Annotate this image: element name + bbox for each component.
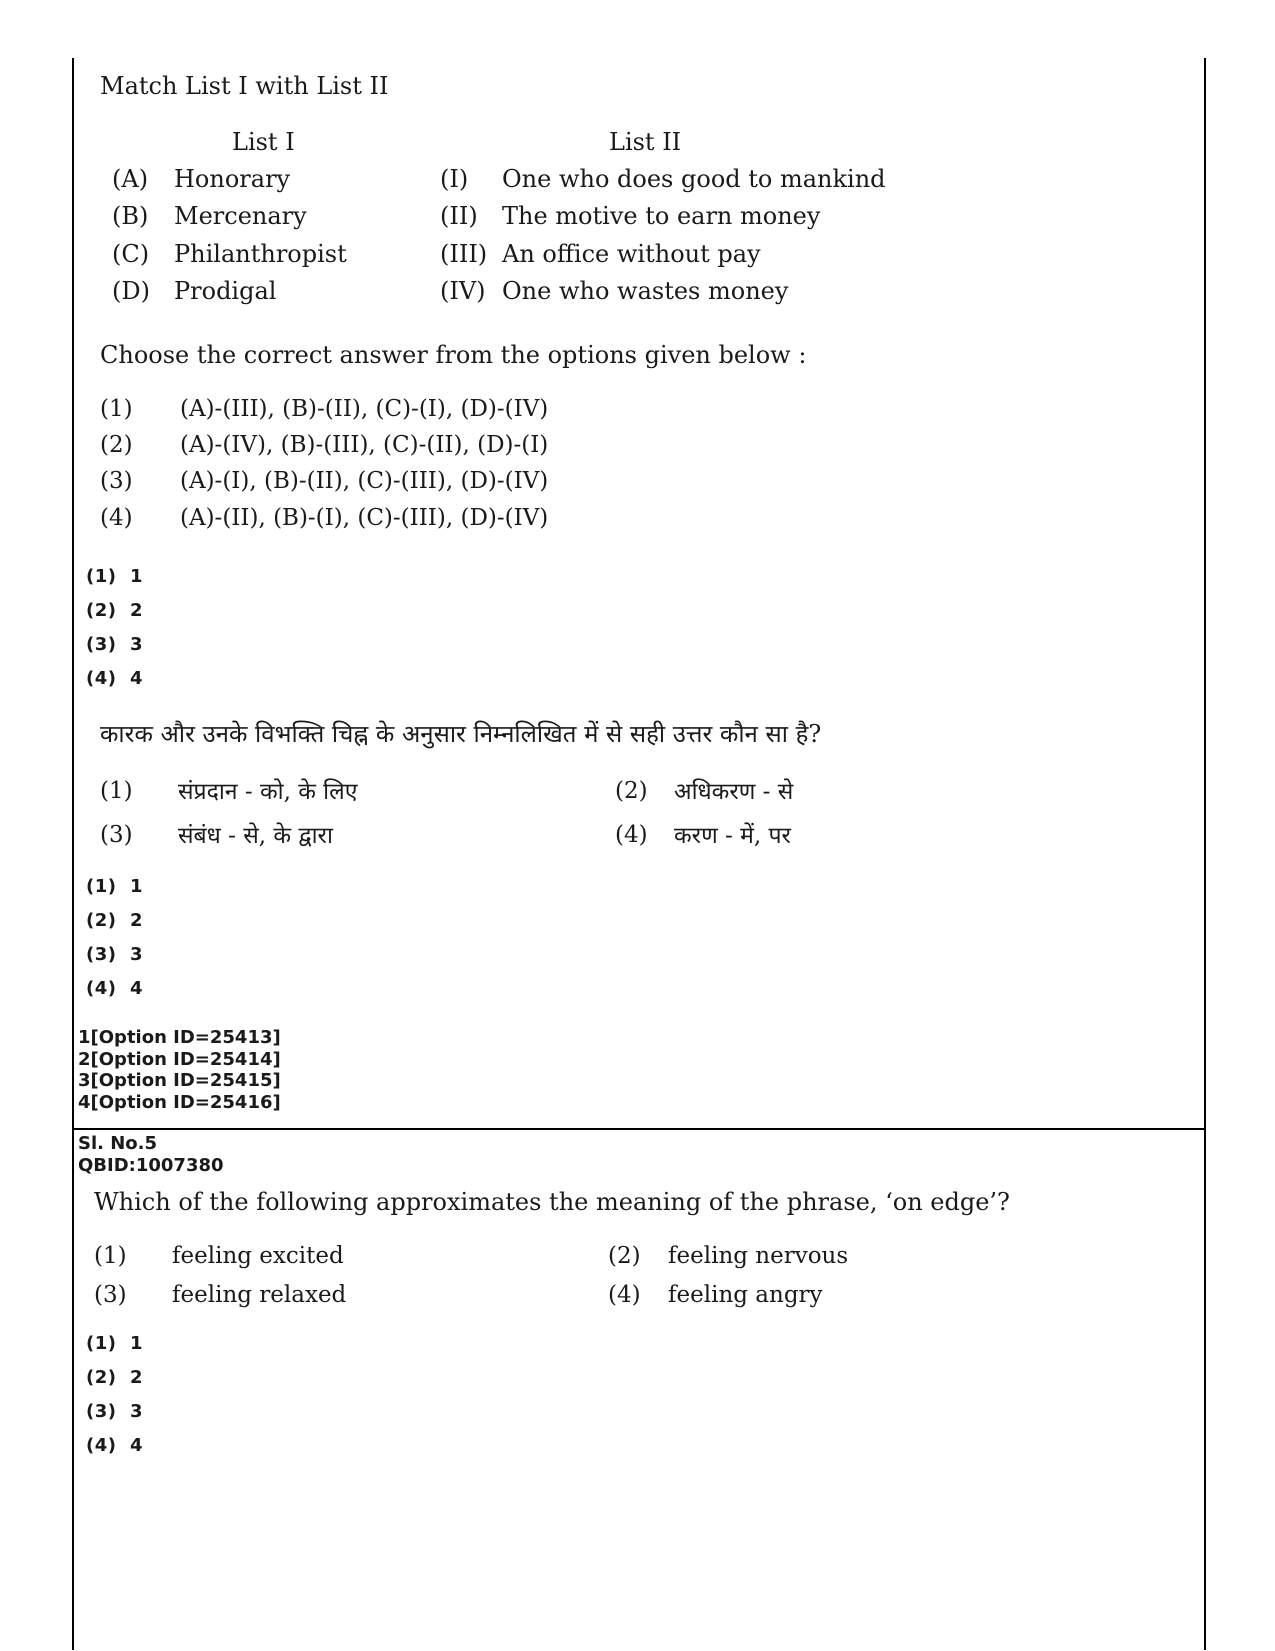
option-text: संबंध - से, के द्वारा [178, 823, 333, 849]
answer-choice[interactable]: (3) 3 [86, 634, 144, 655]
list1-item: Prodigal [174, 277, 277, 305]
list1-item: Mercenary [174, 202, 307, 230]
option-number: (3) [100, 468, 133, 494]
serial-number: Sl. No.5 [78, 1133, 158, 1154]
option-number: (1) [100, 396, 133, 422]
answer-choice[interactable]: (1) 1 [86, 566, 144, 587]
answer-choice[interactable]: (3) 3 [86, 944, 144, 965]
option-text: करण - में, पर [674, 823, 791, 849]
list1-header: List I [232, 128, 295, 156]
question-divider [72, 1128, 1206, 1130]
option-number: (1) [94, 1243, 127, 1269]
list1-tag: (B) [112, 202, 149, 230]
question-prompt-hindi: कारक और उनके विभक्ति चिह्न के अनुसार निम्नलिखित में से सही उत्तर कौन सा है? [100, 720, 822, 748]
qbid: QBID:1007380 [78, 1154, 224, 1176]
answer-choice[interactable]: (4) 4 [86, 978, 144, 999]
list2-item: One who does good to mankind [502, 165, 886, 193]
answer-choice[interactable]: (2) 2 [86, 1367, 144, 1388]
answer-choice[interactable]: (2) 2 [86, 910, 144, 931]
option-number: (1) [100, 778, 133, 804]
option-text: (A)-(I), (B)-(II), (C)-(III), (D)-(IV) [180, 468, 549, 494]
answer-choice[interactable]: (4) 4 [86, 668, 144, 689]
choose-instruction: Choose the correct answer from the options given below : [100, 341, 807, 369]
option-id: 3[Option ID=25415] [78, 1070, 281, 1091]
option-text: feeling excited [172, 1243, 344, 1269]
answer-choice[interactable]: (1) 1 [86, 1333, 144, 1354]
option-text: feeling angry [668, 1282, 823, 1308]
list1-tag: (D) [112, 277, 150, 305]
option-number: (3) [94, 1282, 127, 1308]
option-text: अधिकरण - से [674, 779, 794, 805]
answer-choice[interactable]: (4) 4 [86, 1435, 144, 1456]
option-id-list [78, 1027, 281, 1113]
list2-item: The motive to earn money [502, 202, 821, 230]
page-border-right [1204, 58, 1206, 1650]
option-number: (4) [615, 822, 648, 848]
list2-tag: (III) [440, 240, 488, 268]
option-id: 2[Option ID=25414] [78, 1048, 281, 1070]
option-text: संप्रदान - को, के लिए [178, 779, 358, 805]
list1-tag: (A) [112, 165, 149, 193]
option-text: (A)-(II), (B)-(I), (C)-(III), (D)-(IV) [180, 505, 549, 531]
list1-item: Philanthropist [174, 240, 347, 268]
option-text: feeling relaxed [172, 1282, 347, 1308]
option-number: (2) [615, 778, 648, 804]
answer-choice[interactable]: (3) 3 [86, 1401, 144, 1422]
list2-tag: (IV) [440, 277, 486, 305]
question-prompt: Match List I with List II [100, 72, 389, 100]
option-number: (4) [608, 1282, 641, 1308]
list2-item: An office without pay [502, 240, 761, 268]
list2-item: One who wastes money [502, 277, 789, 305]
option-text: feeling nervous [668, 1243, 849, 1269]
answer-choice[interactable]: (2) 2 [86, 600, 144, 621]
question-header [78, 1133, 224, 1176]
option-text: (A)-(IV), (B)-(III), (C)-(II), (D)-(I) [180, 432, 549, 458]
list1-tag: (C) [112, 240, 150, 268]
option-number: (4) [100, 505, 133, 531]
option-number: (3) [100, 822, 133, 848]
list2-header: List II [609, 128, 682, 156]
list2-tag: (II) [440, 202, 478, 230]
option-number: (2) [100, 432, 133, 458]
option-id: 1[Option ID=25413] [78, 1027, 281, 1048]
list1-item: Honorary [174, 165, 291, 193]
list2-tag: (I) [440, 165, 469, 193]
option-number: (2) [608, 1243, 641, 1269]
option-id: 4[Option ID=25416] [78, 1091, 281, 1113]
question-prompt: Which of the following approximates the meaning of the phrase, ‘on edge’? [94, 1188, 1010, 1216]
option-text: (A)-(III), (B)-(II), (C)-(I), (D)-(IV) [180, 396, 549, 422]
answer-choice[interactable]: (1) 1 [86, 876, 144, 897]
page-border-left [72, 58, 74, 1650]
